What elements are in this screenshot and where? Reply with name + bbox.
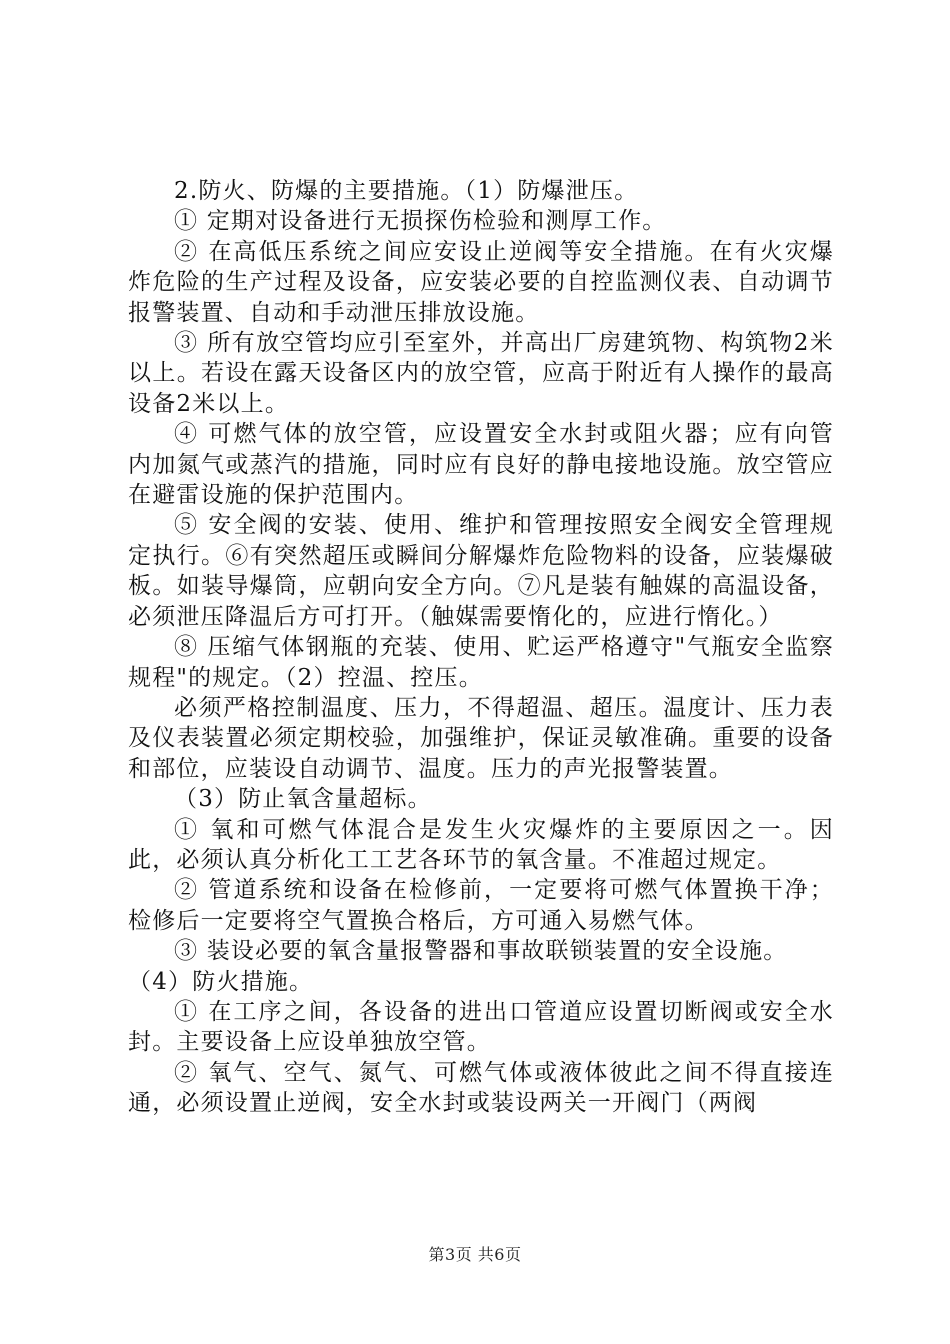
paragraph-temperature-pressure: 必须严格控制温度、压力，不得超温、超压。温度计、压力表及仪表装置必须定期校验，加强维护，保证灵敏准确。重要的设备和部位，应装设自动调节、温度。压力的声光报警装置。 <box>128 694 834 782</box>
paragraph-item-4: ④ 可燃气体的放空管，应设置安全水封或阻火器；应有向管内加氮气或蒸汽的措施，同时应有良好的静电接地设施。放空管应在避雷设施的保护范围内。 <box>128 421 834 509</box>
paragraph-heading-fire-prevention: （4）防火措施。 <box>128 968 314 995</box>
paragraph-item-5: ⑤ 安全阀的安装、使用、维护和管理按照安全阀安全管理规定执行。⑥有突然超压或瞬间分解爆炸危险物料的设备，应装爆破板。如装导爆筒，应朝向安全方向。⑦凡是装有触媒的高温设备，必须泄压降温后方可打开。（触媒需要惰化的，应进行惰化。） <box>128 512 834 630</box>
paragraph-fire-item-2: ② 氧气、空气、氮气、可燃气体或液体彼此之间不得直接连通，必须设置止逆阀，安全水封或装设两关一开阀门（两阀 <box>128 1059 834 1117</box>
paragraph-oxygen-item-2: ② 管道系统和设备在检修前，一定要将可燃气体置换干净；检修后一定要将空气置换合格后，方可通入易燃气体。 <box>128 877 834 934</box>
page-number-label: 第3页 共6页 <box>428 1245 522 1264</box>
document-body <box>128 176 834 1119</box>
paragraph-item-2: ② 在高低压系统之间应安设止逆阀等安全措施。在有火灾爆炸危险的生产过程及设备，应安装必要的自控监测仪表、自动调节报警装置、自动和手动泄压排放设施。 <box>128 238 834 326</box>
paragraph-oxygen-item-3: ③ 装设必要的氧含量报警器和事故联锁装置的安全设施。 <box>174 938 788 965</box>
paragraph-heading-oxygen: （3）防止氧含量超标。 <box>174 786 432 813</box>
paragraph-fire-item-1: ① 在工序之间，各设备的进出口管道应设置切断阀或安全水封。主要设备上应设单独放空管。 <box>128 998 834 1056</box>
paragraph-item-8: ⑧ 压缩气体钢瓶的充装、使用、贮运严格遵守"气瓶安全监察规程"的规定。（2）控温、控压。 <box>128 634 834 691</box>
paragraph-item-1: ① 定期对设备进行无损探伤检验和测厚工作。 <box>174 208 667 235</box>
paragraph-oxygen-item-1: ① 氧和可燃气体混合是发生火灾爆炸的主要原因之一。因此，必须认真分析化工工艺各环节的氧含量。不准超过规定。 <box>128 816 834 873</box>
paragraph-item-3: ③ 所有放空管均应引至室外，并高出厂房建筑物、构筑物2米以上。若设在露天设备区内的放空管，应高于附近有人操作的最高设备2米以上。 <box>128 330 834 417</box>
paragraph-heading-fire-explosion-measures: 2.防火、防爆的主要措施。（1）防爆泄压。 <box>174 178 639 204</box>
page-footer <box>0 1242 950 1265</box>
